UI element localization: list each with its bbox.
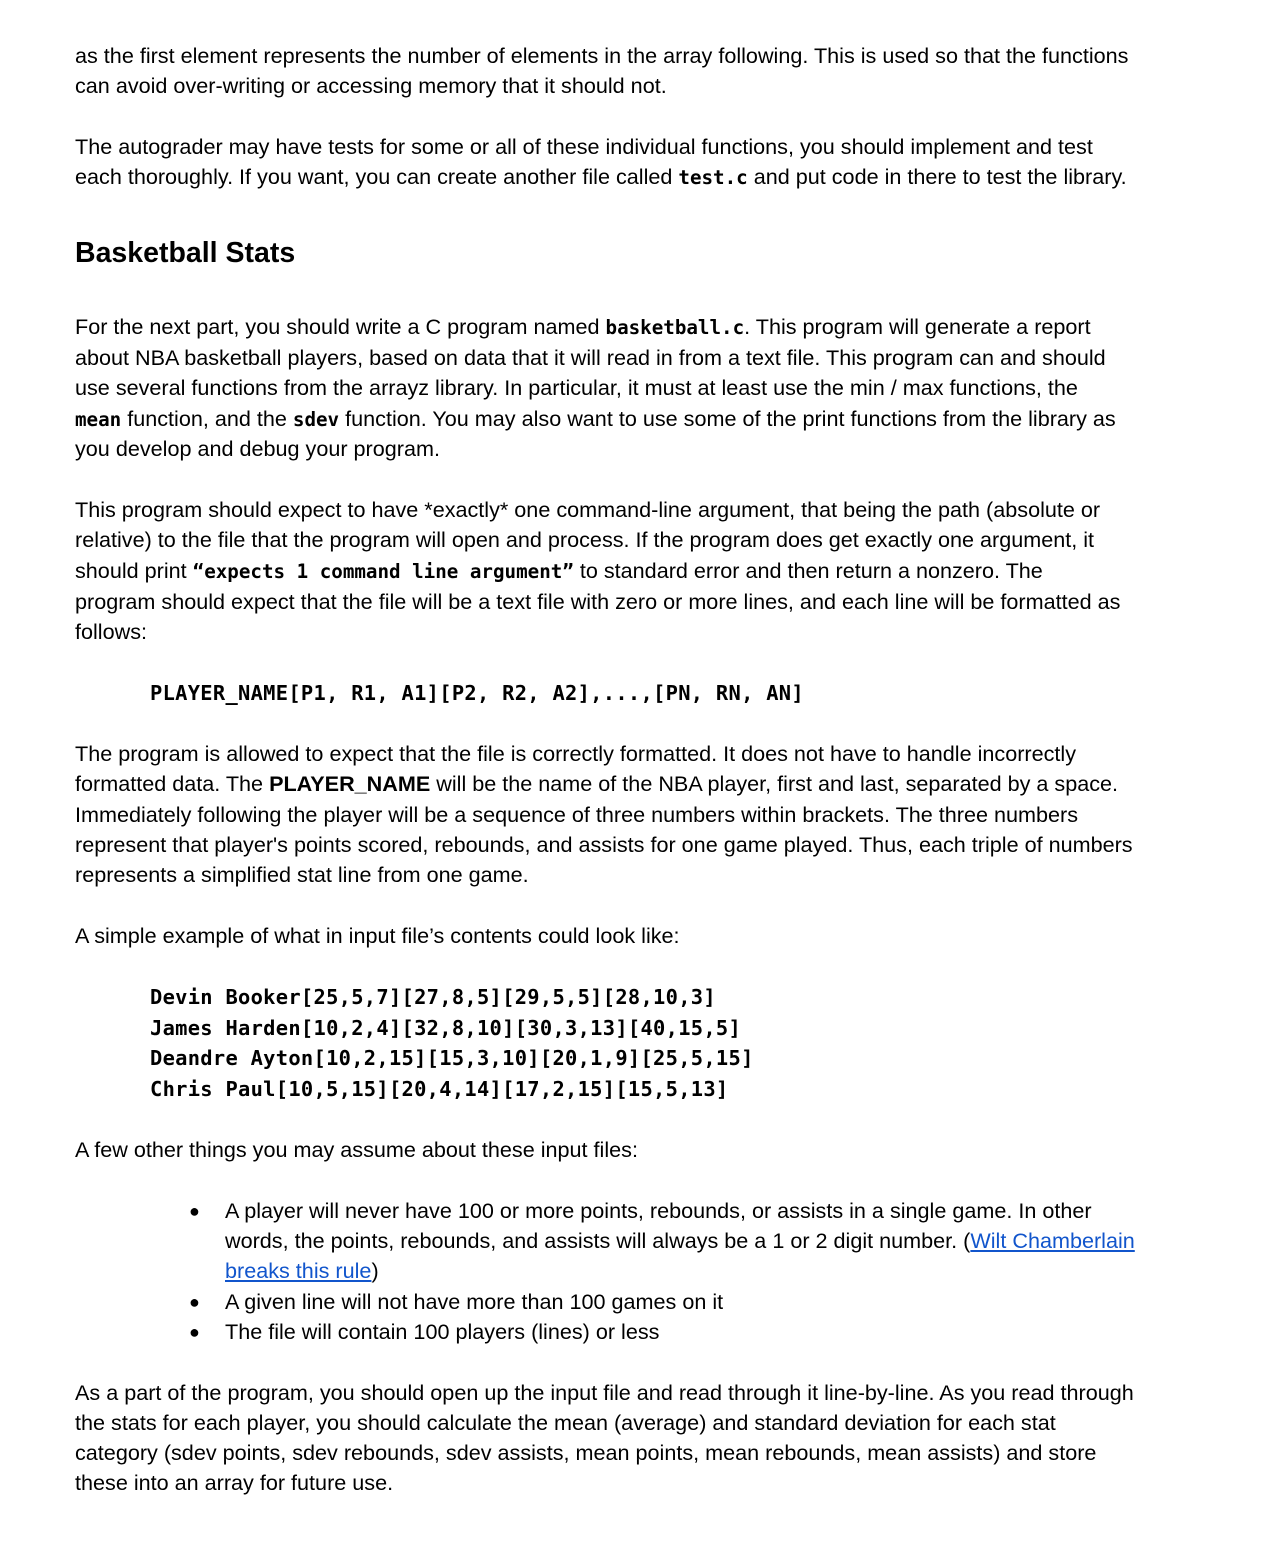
bullet-item <box>189 1287 1205 1317</box>
inline-code-test-c: test.c <box>678 166 748 189</box>
text: formatted data. The <box>75 771 270 796</box>
paragraph-line: As a part of the program, you should open up the input file and read through it line-by-line. As you read through <box>75 1380 1134 1405</box>
paragraph-line <box>75 556 1205 587</box>
paragraph-line: use several functions from the arrayz library. In particular, it must at least use the min / max functions, the <box>75 375 1078 400</box>
text: A given line will not have more than 100 games on it <box>225 1289 724 1314</box>
text: . This program will generate a report <box>744 314 1091 339</box>
paragraph-line: Immediately following the player will be a sequence of three numbers within brackets. The three numbers <box>75 802 1079 827</box>
autograder-text-line <box>75 162 1205 193</box>
text: and put code in there to test the library. <box>747 164 1127 189</box>
intro-text-line: as the first element represents the number of elements in the array following. This is used so that the functions <box>75 43 1129 68</box>
inline-code-mean: mean <box>75 408 122 431</box>
paragraph-line <box>75 769 1205 799</box>
example-code-line: Devin Booker[25,5,7][27,8,5][29,5,5][28,10,3] <box>150 985 716 1009</box>
text: The file will contain 100 players (lines) or less <box>225 1319 660 1344</box>
bullet-item <box>189 1317 1205 1347</box>
paragraph-line: about NBA basketball players, based on data that it will read in from a text file. This program can and should <box>75 345 1106 370</box>
text: words, the points, rebounds, and assists will always be a 1 or 2 digit number. ( <box>225 1228 971 1253</box>
text: function, and the <box>121 406 293 431</box>
text: each thoroughly. If you want, you can create another file called <box>75 164 679 189</box>
bullet-item <box>189 1196 1205 1226</box>
inline-code-basketball-c: basketball.c <box>605 316 745 339</box>
paragraph-line: represent that player's points scored, rebounds, and assists for one game played. Thus, each triple of numbers <box>75 832 1133 857</box>
bullet-icon: ● <box>189 1201 200 1221</box>
example-code-line: James Harden[10,2,4][32,8,10][30,3,13][40,15,5] <box>150 1016 742 1040</box>
assume-intro: A few other things you may assume about these input files: <box>75 1137 638 1162</box>
bold-player-name: PLAYER_NAME <box>269 771 431 796</box>
text: function. You may also want to use some of the print functions from the library as <box>339 406 1116 431</box>
paragraph-line: the stats for each player, you should calculate the mean (average) and standard deviation for each stat <box>75 1410 1056 1435</box>
text: ) <box>371 1258 379 1283</box>
paragraph-line: represents a simplified stat line from one game. <box>75 862 529 887</box>
paragraph-line <box>75 312 1205 343</box>
example-code-line: Chris Paul[10,5,15][20,4,14][17,2,15][15,5,13] <box>150 1077 729 1101</box>
paragraph-line: program should expect that the file will be a text file with zero or more lines, and each line will be formatted as <box>75 589 1121 614</box>
example-intro: A simple example of what in input file’s contents could look like: <box>75 923 680 948</box>
breaks-this-rule-link[interactable]: breaks this rule <box>225 1258 372 1283</box>
paragraph-line: relative) to the file that the program will open and process. If the program does get exactly one argument, it <box>75 527 1095 552</box>
text: to standard error and then return a nonzero. The <box>573 558 1043 583</box>
paragraph-line: follows: <box>75 619 148 644</box>
example-code-line: Deandre Ayton[10,2,15][15,3,10][20,1,9][25,5,15] <box>150 1046 754 1070</box>
format-code-line: PLAYER_NAME[P1, R1, A1][P2, R2, A2],...,[PN, RN, AN] <box>150 681 804 705</box>
paragraph-line: This program should expect to have *exactly* one command-line argument, that being the path (absolute or <box>75 497 1101 522</box>
text: will be the name of the NBA player, first and last, separated by a space. <box>430 771 1119 796</box>
paragraph-line: these into an array for future use. <box>75 1470 394 1495</box>
paragraph-line: The program is allowed to expect that the file is correctly formatted. It does not have to handle incorrectly <box>75 741 1077 766</box>
bullet-icon: ● <box>189 1292 200 1312</box>
inline-code-error-message: “expects 1 command line argument” <box>192 560 574 583</box>
text: should print <box>75 558 193 583</box>
paragraph-line <box>75 404 1205 435</box>
paragraph-line: you develop and debug your program. <box>75 436 440 461</box>
autograder-text-line: The autograder may have tests for some or all of these individual functions, you should implement and test <box>75 134 1093 159</box>
text: For the next part, you should write a C program named <box>75 314 606 339</box>
wilt-chamberlain-link[interactable]: Wilt Chamberlain <box>970 1228 1135 1253</box>
text: A player will never have 100 or more points, rebounds, or assists in a single game. In other <box>225 1198 1092 1223</box>
section-heading-basketball-stats: Basketball Stats <box>75 237 296 269</box>
paragraph-line: category (sdev points, sdev rebounds, sdev assists, mean points, mean rebounds, mean assists) and store <box>75 1440 1097 1465</box>
bullet-item-continued <box>225 1256 1205 1286</box>
bullet-item-continued <box>225 1226 1205 1256</box>
intro-text-line: can avoid over-writing or accessing memory that it should not. <box>75 73 667 98</box>
inline-code-sdev: sdev <box>292 408 340 431</box>
bullet-icon: ● <box>189 1322 200 1342</box>
